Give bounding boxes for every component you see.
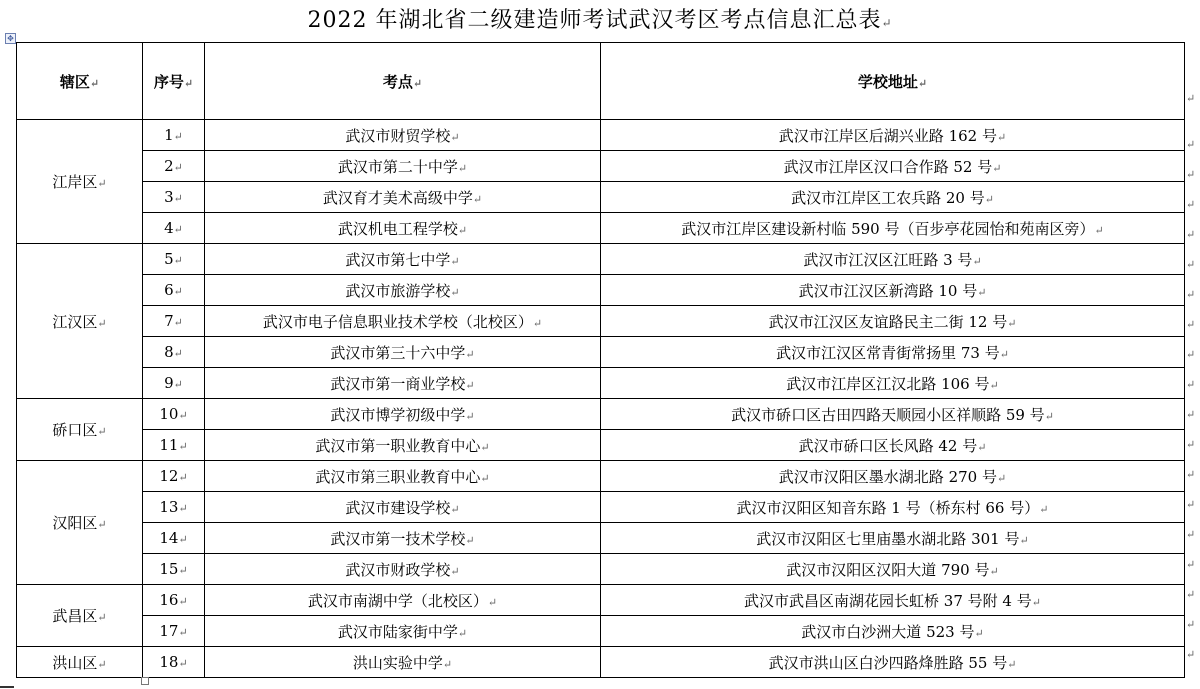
site-cell: 武汉育才美术高级中学↵ (205, 182, 601, 213)
table-header-row (17, 43, 1185, 120)
seq-cell: 14↵ (143, 523, 205, 554)
table-row (17, 492, 1185, 523)
row-end-mark-icon: ↵ (1186, 408, 1196, 421)
table-row (17, 120, 1185, 151)
address-cell: 武汉市武昌区南湖花园长虹桥 37 号附 4 号↵ (601, 585, 1185, 616)
seq-cell: 16↵ (143, 585, 205, 616)
title-text: 2022 年湖北省二级建造师考试武汉考区考点信息汇总表 (307, 8, 882, 33)
table-row (17, 616, 1185, 647)
address-cell: 武汉市汉阳区墨水湖北路 270 号↵ (601, 461, 1185, 492)
row-end-mark-icon: ↵ (1186, 92, 1196, 105)
district-cell: 汉阳区↵ (17, 461, 143, 585)
address-cell: 武汉市江汉区常青街常扬里 73 号↵ (601, 337, 1185, 368)
table-row (17, 585, 1185, 616)
row-end-mark-icon: ↵ (1186, 258, 1196, 271)
address-cell: 武汉市洪山区白沙四路烽胜路 55 号↵ (601, 647, 1185, 678)
site-cell: 武汉市第一商业学校↵ (205, 368, 601, 399)
site-cell: 武汉市电子信息职业技术学校（北校区）↵ (205, 306, 601, 337)
row-end-mark-icon: ↵ (1186, 228, 1196, 241)
table-row (17, 399, 1185, 430)
site-cell: 武汉市第三职业教育中心↵ (205, 461, 601, 492)
site-cell: 武汉机电工程学校↵ (205, 213, 601, 244)
site-cell: 武汉市第七中学↵ (205, 244, 601, 275)
paragraph-mark-icon: ↵ (881, 16, 893, 30)
page-edge-line (0, 686, 14, 688)
district-cell: 洪山区↵ (17, 647, 143, 678)
table-row (17, 523, 1185, 554)
seq-cell: 15↵ (143, 554, 205, 585)
row-end-mark-icon: ↵ (1186, 348, 1196, 361)
exam-sites-table (16, 42, 1185, 678)
site-cell: 武汉市财贸学校↵ (205, 120, 601, 151)
row-end-mark-icon: ↵ (1186, 168, 1196, 181)
address-cell: 武汉市江岸区后湖兴业路 162 号↵ (601, 120, 1185, 151)
site-cell: 武汉市财政学校↵ (205, 554, 601, 585)
table-row (17, 647, 1185, 678)
address-cell: 武汉市江汉区友谊路民主二街 12 号↵ (601, 306, 1185, 337)
address-cell: 武汉市白沙洲大道 523 号↵ (601, 616, 1185, 647)
table-move-handle-icon[interactable]: ✥ (5, 33, 16, 44)
address-cell: 武汉市江岸区江汉北路 106 号↵ (601, 368, 1185, 399)
row-end-mark-icon: ↵ (1186, 498, 1196, 511)
site-cell: 武汉市第三十六中学↵ (205, 337, 601, 368)
seq-cell: 4↵ (143, 213, 205, 244)
table-row (17, 213, 1185, 244)
site-cell: 武汉市旅游学校↵ (205, 275, 601, 306)
seq-cell: 2↵ (143, 151, 205, 182)
header-site: 考点↵ (205, 43, 601, 120)
site-cell: 武汉市南湖中学（北校区）↵ (205, 585, 601, 616)
row-end-mark-icon: ↵ (1186, 648, 1196, 661)
row-end-mark-icon: ↵ (1186, 468, 1196, 481)
address-cell: 武汉市汉阳区汉阳大道 790 号↵ (601, 554, 1185, 585)
site-cell: 洪山实验中学↵ (205, 647, 601, 678)
seq-cell: 10↵ (143, 399, 205, 430)
header-seq: 序号↵ (143, 43, 205, 120)
row-end-mark-icon: ↵ (1186, 588, 1196, 601)
site-cell: 武汉市陆家街中学↵ (205, 616, 601, 647)
address-cell: 武汉市江汉区新湾路 10 号↵ (601, 275, 1185, 306)
seq-cell: 9↵ (143, 368, 205, 399)
address-cell: 武汉市江岸区建设新村临 590 号（百步亭花园怡和苑南区旁）↵ (601, 213, 1185, 244)
row-end-marks (1186, 42, 1196, 682)
site-cell: 武汉市建设学校↵ (205, 492, 601, 523)
row-end-mark-icon: ↵ (1186, 618, 1196, 631)
row-end-mark-icon: ↵ (1186, 138, 1196, 151)
seq-cell: 13↵ (143, 492, 205, 523)
site-cell: 武汉市第二十中学↵ (205, 151, 601, 182)
row-end-mark-icon: ↵ (1186, 198, 1196, 211)
seq-cell: 8↵ (143, 337, 205, 368)
address-cell: 武汉市江岸区工农兵路 20 号↵ (601, 182, 1185, 213)
table-row (17, 244, 1185, 275)
site-cell: 武汉市第一技术学校↵ (205, 523, 601, 554)
site-cell: 武汉市博学初级中学↵ (205, 399, 601, 430)
address-cell: 武汉市硚口区古田四路天顺园小区祥顺路 59 号↵ (601, 399, 1185, 430)
seq-cell: 3↵ (143, 182, 205, 213)
address-cell: 武汉市江岸区汉口合作路 52 号↵ (601, 151, 1185, 182)
address-cell: 武汉市汉阳区知音东路 1 号（桥东村 66 号）↵ (601, 492, 1185, 523)
table-row (17, 461, 1185, 492)
table-row (17, 430, 1185, 461)
table-body (17, 120, 1185, 678)
table-row (17, 151, 1185, 182)
row-end-mark-icon: ↵ (1186, 318, 1196, 331)
row-end-mark-icon: ↵ (1186, 558, 1196, 571)
address-cell: 武汉市汉阳区七里庙墨水湖北路 301 号↵ (601, 523, 1185, 554)
table-row (17, 275, 1185, 306)
seq-cell: 18↵ (143, 647, 205, 678)
district-cell: 硚口区↵ (17, 399, 143, 461)
table-row (17, 554, 1185, 585)
district-cell: 江汉区↵ (17, 244, 143, 399)
header-address: 学校地址↵ (601, 43, 1185, 120)
address-cell: 武汉市硚口区长风路 42 号↵ (601, 430, 1185, 461)
table-row (17, 337, 1185, 368)
district-cell: 江岸区↵ (17, 120, 143, 244)
address-cell: 武汉市江汉区江旺路 3 号↵ (601, 244, 1185, 275)
table-row (17, 306, 1185, 337)
table-resize-handle[interactable] (141, 677, 149, 685)
seq-cell: 7↵ (143, 306, 205, 337)
row-end-mark-icon: ↵ (1186, 438, 1196, 451)
site-cell: 武汉市第一职业教育中心↵ (205, 430, 601, 461)
row-end-mark-icon: ↵ (1186, 528, 1196, 541)
seq-cell: 5↵ (143, 244, 205, 275)
header-district: 辖区↵ (17, 43, 143, 120)
document-title (0, 6, 1200, 36)
seq-cell: 17↵ (143, 616, 205, 647)
table-row (17, 368, 1185, 399)
district-cell: 武昌区↵ (17, 585, 143, 647)
seq-cell: 12↵ (143, 461, 205, 492)
seq-cell: 1↵ (143, 120, 205, 151)
table-row (17, 182, 1185, 213)
row-end-mark-icon: ↵ (1186, 288, 1196, 301)
seq-cell: 6↵ (143, 275, 205, 306)
seq-cell: 11↵ (143, 430, 205, 461)
row-end-mark-icon: ↵ (1186, 378, 1196, 391)
